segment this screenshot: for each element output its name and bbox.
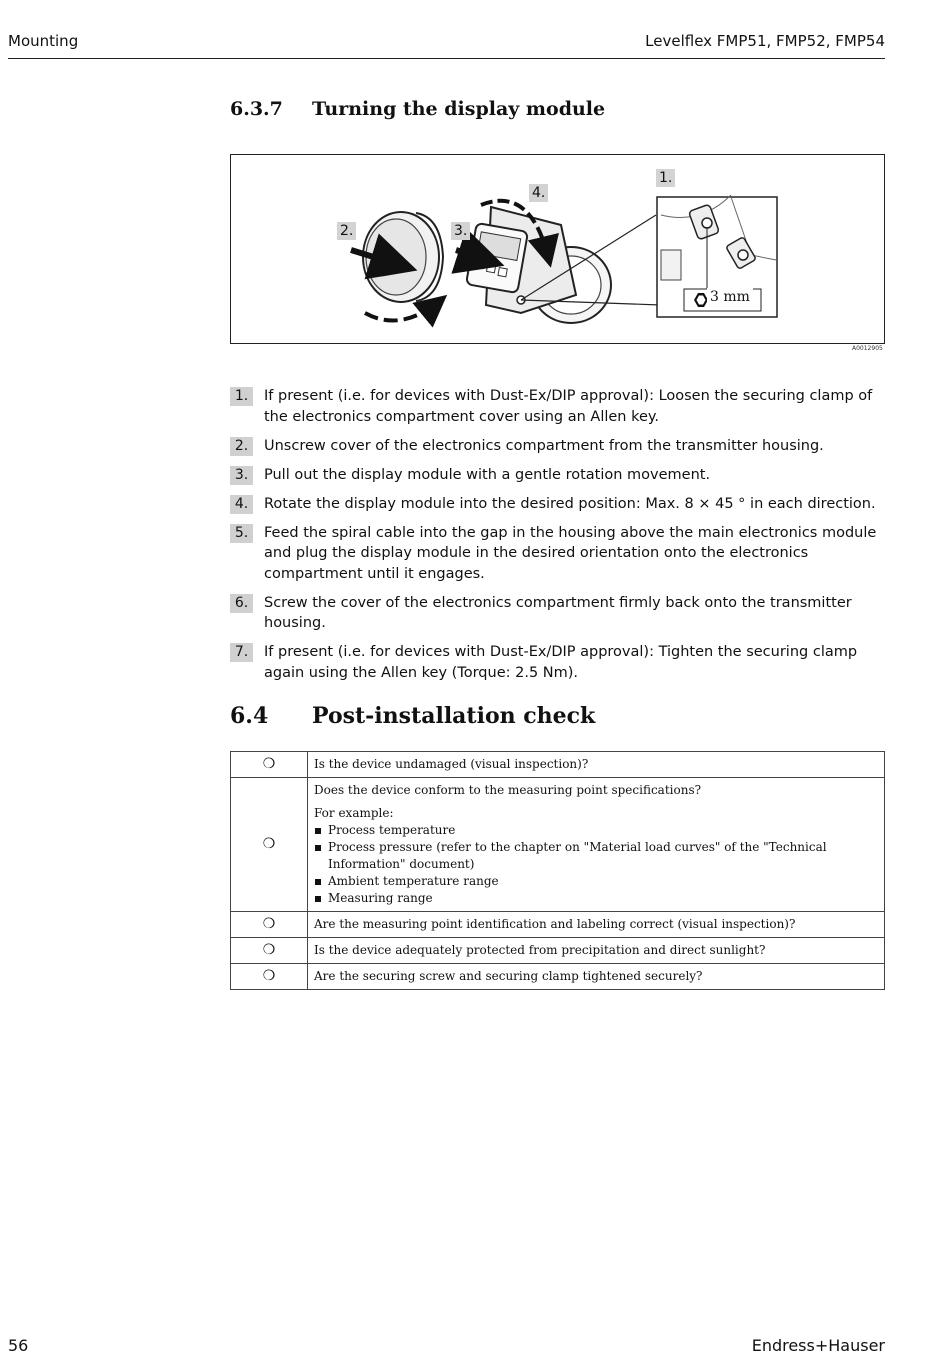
brand-name: Endress+Hauser (751, 1336, 885, 1355)
heading-number: 6.4 (230, 703, 269, 729)
list-item (230, 465, 890, 486)
figure-tag-2: 2. (337, 222, 356, 240)
step-text: If present (i.e. for devices with Dust-Ex/DIP approval): Tighten the securing clamp again using the Allen key (Torque: 2.5 Nm). (264, 644, 858, 681)
list-item (230, 386, 890, 427)
heading-title: Turning the display module (312, 98, 606, 120)
table-row (231, 778, 885, 912)
step-text: Screw the cover of the electronics compartment firmly back onto the transmitter housing. (264, 594, 852, 631)
cover-drawing (351, 212, 443, 302)
checkbox-icon: ❍ (231, 912, 308, 938)
check-item-text: Are the securing screw and securing clamp tightened securely? (308, 964, 885, 990)
check-item-intro: For example: (314, 806, 394, 820)
checkbox-icon: ❍ (231, 964, 308, 990)
list-item: Process temperature (314, 822, 878, 839)
step-list (230, 386, 890, 692)
list-item (230, 523, 890, 585)
page-number: 56 (8, 1336, 29, 1355)
checkbox-icon: ❍ (231, 938, 308, 964)
list-item: Measuring range (314, 890, 878, 907)
checkbox-icon: ❍ (231, 778, 308, 912)
header-section: Mounting (8, 32, 79, 50)
tool-size-label: 3 mm (707, 288, 753, 306)
check-item-cell (308, 778, 885, 912)
step-text: If present (i.e. for devices with Dust-Ex/DIP approval): Loosen the securing clamp of the electronics compartment cover using an Allen key. (264, 388, 873, 425)
page-header (8, 28, 885, 59)
figure-id: A0012905 (852, 345, 883, 352)
checkbox-icon: ❍ (231, 752, 308, 778)
step-text: Feed the spiral cable into the gap in the housing above the main electronics module and plug the display module in the desired orientation onto the electronics compartment until it engages. (264, 524, 877, 582)
figure-tag-1: 1. (656, 169, 675, 187)
check-item-text: Is the device undamaged (visual inspection)? (308, 752, 885, 778)
check-item-text: Are the measuring point identification and labeling correct (visual inspection)? (308, 912, 885, 938)
check-item-text: Does the device conform to the measuring point specifications? (314, 783, 702, 797)
housing-drawing (456, 207, 661, 323)
step-number: 5. (230, 524, 253, 543)
step-number: 1. (230, 387, 253, 406)
heading-title: Post-installation check (312, 703, 596, 729)
figure-tag-3: 3. (451, 222, 470, 240)
list-item (230, 494, 890, 515)
table-row (231, 938, 885, 964)
list-item: Process pressure (refer to the chapter on "Material load curves" of the "Technical Information" document) (314, 839, 878, 873)
step-number: 3. (230, 466, 253, 485)
list-item: Ambient temperature range (314, 873, 878, 890)
step-text: Pull out the display module with a gentle rotation movement. (264, 466, 711, 483)
table-row (231, 912, 885, 938)
header-product: Levelflex FMP51, FMP52, FMP54 (645, 32, 885, 50)
post-installation-checklist (230, 751, 885, 990)
table-row (231, 964, 885, 990)
step-number: 2. (230, 437, 253, 456)
heading-number: 6.3.7 (230, 98, 283, 120)
step-text: Unscrew cover of the electronics compartment from the transmitter housing. (264, 437, 824, 454)
rotation-arrow-icon (365, 300, 441, 321)
spec-list (314, 822, 878, 907)
step-text: Rotate the display module into the desired position: Max. 8 × 45 ° in each direction. (264, 495, 876, 512)
figure-tag-4: 4. (529, 184, 548, 202)
list-item (230, 436, 890, 457)
step-number: 4. (230, 495, 253, 514)
list-item (230, 642, 890, 683)
heading-6-3-7 (230, 98, 605, 120)
step-number: 7. (230, 643, 253, 662)
step-number: 6. (230, 594, 253, 613)
display-module-figure (230, 154, 885, 344)
list-item (230, 593, 890, 634)
table-row (231, 752, 885, 778)
heading-6-4 (230, 703, 595, 729)
figure-illustration (231, 155, 884, 343)
check-item-text: Is the device adequately protected from precipitation and direct sunlight? (308, 938, 885, 964)
